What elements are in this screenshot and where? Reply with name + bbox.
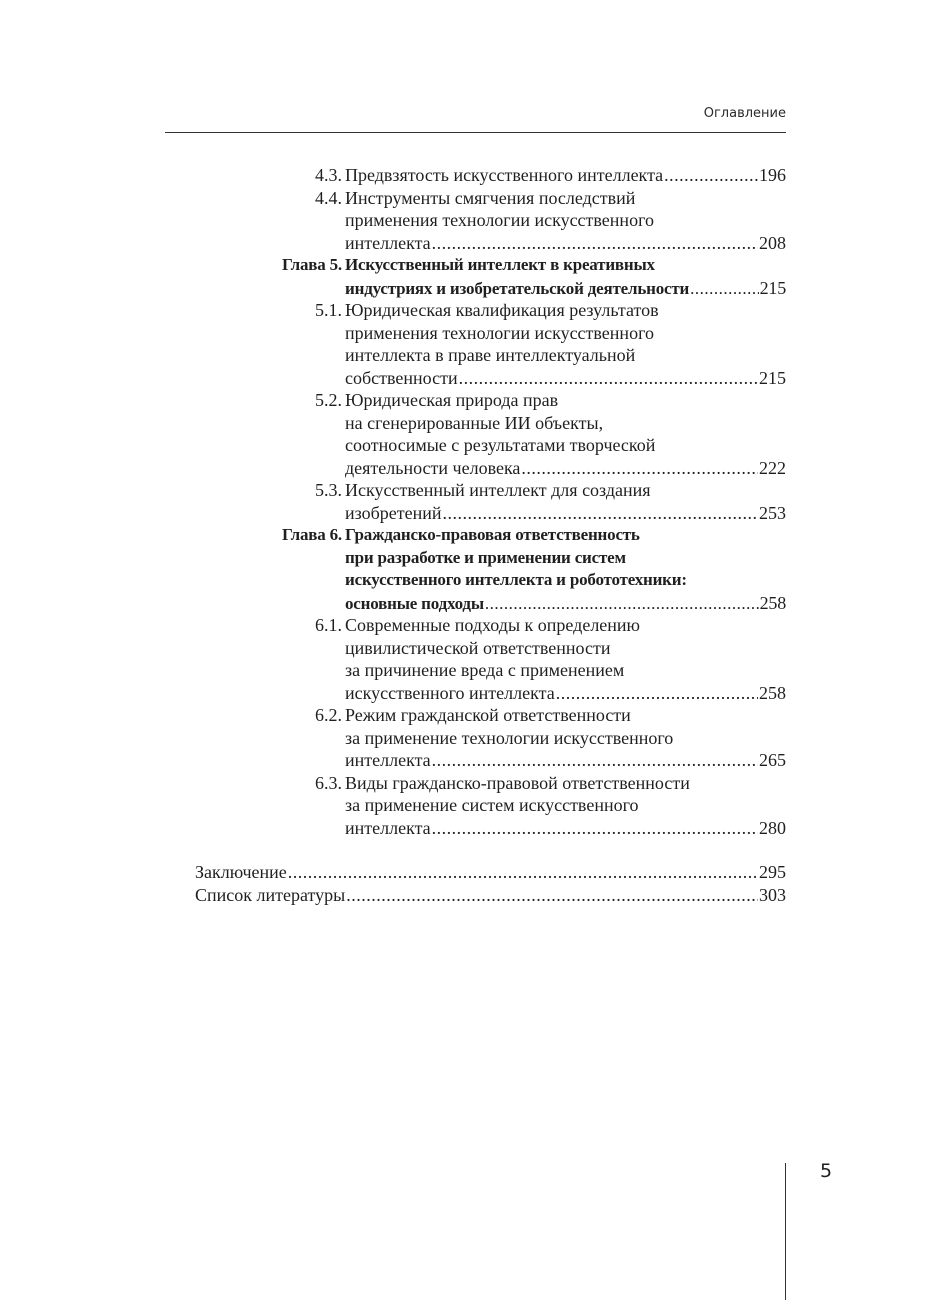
toc-page-number: 253 (759, 502, 786, 523)
toc-entry-title-line: деятельности человека (345, 457, 521, 478)
toc-entry (0, 861, 934, 884)
toc-entry-body (345, 772, 786, 840)
toc-entry-title-line: искусственного интеллекта и робототехники: (345, 570, 687, 589)
toc-entry-last-line (345, 749, 786, 772)
toc-leader-dots (346, 884, 758, 907)
toc-entry-title-line: за причинение вреда с применением (345, 660, 625, 680)
toc-entry (0, 479, 934, 524)
toc-leader-dots (459, 367, 758, 390)
toc-entry (0, 254, 934, 299)
toc-page-number: 215 (759, 367, 786, 388)
toc-entry-number: Глава 6. (281, 525, 342, 544)
toc-entry (0, 164, 934, 187)
toc-entry-title-line: Заключение (195, 862, 287, 882)
toc-entry-title-line: изобретений (345, 502, 442, 523)
toc-entry-title-line: Гражданско-правовая ответственность (345, 525, 640, 544)
toc-leader-dots (664, 164, 758, 187)
toc-entry-number: 4.4. (315, 187, 342, 208)
toc-entry-title-line: Искусственный интеллект для создания (345, 480, 651, 500)
toc-leader-dots (288, 861, 758, 884)
toc-entry-body (195, 861, 786, 884)
toc-entry-title-line: индустриях и изобретательской деятельности (345, 278, 690, 298)
toc-entry-title-line: Инструменты смягчения последствий (345, 187, 636, 208)
toc-leader-dots (432, 817, 758, 840)
page-number: 5 (820, 1160, 833, 1182)
toc-entry-title-line: Предвзятость искусственного интеллекта (345, 165, 664, 185)
toc-entry-title-line: интеллекта (345, 750, 431, 770)
toc-entry-title-line: собственности (345, 367, 458, 388)
toc-entry-last-line (345, 817, 786, 840)
toc-page-number: 295 (759, 862, 786, 882)
toc-entry-title-line: цивилистической ответственности (345, 637, 611, 658)
toc-entry-body (345, 254, 786, 299)
toc-leader-dots (443, 502, 758, 525)
toc-leader-dots (485, 593, 759, 616)
toc-entry-number: 5.2. (315, 390, 342, 410)
toc-entry-body (345, 389, 786, 479)
table-of-contents (0, 164, 934, 906)
header-rule (165, 132, 786, 133)
toc-entry-title-line: интеллекта (345, 232, 431, 253)
toc-entry-last-line (195, 884, 786, 907)
toc-entry-number: 6.1. (315, 615, 342, 635)
toc-entry-last-line (345, 457, 786, 480)
toc-entry-body (195, 884, 786, 907)
toc-page-number: 208 (759, 232, 786, 253)
toc-entry-title-line: при разработке и применении систем (345, 547, 626, 567)
toc-entry (0, 187, 934, 255)
toc-entry-number: 4.3. (315, 165, 342, 185)
toc-page-number: 258 (759, 592, 786, 613)
toc-leader-dots (690, 278, 759, 301)
toc-entry-title-line: Юридическая природа прав (345, 390, 559, 410)
toc-chapter-entries (0, 164, 934, 839)
toc-entry-body (345, 187, 786, 255)
toc-entry-title-line: Режим гражданской ответственности (345, 705, 631, 725)
toc-entry-title-line: Виды гражданско-правовой ответственности (345, 772, 690, 793)
toc-entry-body (345, 704, 786, 772)
toc-entry-title-line: соотносимые с результатами творческой (345, 435, 656, 455)
toc-entry-last-line (345, 592, 786, 615)
toc-entry (0, 524, 934, 614)
toc-entry-title-line: Современные подходы к определению (345, 615, 641, 635)
folio-rule (785, 1163, 786, 1300)
toc-entry (0, 704, 934, 772)
toc-entry-last-line (345, 367, 786, 390)
toc-entry-last-line (195, 861, 786, 884)
toc-entry-body (345, 299, 786, 389)
toc-entry-body (345, 524, 786, 614)
toc-entry (0, 389, 934, 479)
toc-entry-title-line: Искусственный интеллект в креативных (345, 255, 655, 274)
toc-leader-dots (556, 682, 758, 705)
toc-entry-last-line (345, 682, 786, 705)
toc-entry-title-line: Юридическая квалификация результатов (345, 300, 659, 320)
toc-entry-number: 6.3. (315, 772, 342, 793)
toc-gap (0, 839, 934, 861)
toc-entry-last-line (345, 277, 786, 300)
toc-entry (0, 299, 934, 389)
toc-entry-last-line (345, 164, 786, 187)
toc-entry-title-line: интеллекта в праве интеллектуальной (345, 345, 636, 365)
toc-page-number: 303 (759, 884, 786, 905)
toc-entry-body (345, 479, 786, 524)
toc-entry-title-line: на сгенерированные ИИ объекты, (345, 412, 604, 433)
toc-entry-title-line: за применение технологии искусственного (345, 727, 674, 748)
toc-entry-number: 5.1. (315, 300, 342, 320)
toc-page-number: 215 (759, 277, 786, 298)
toc-page-number: 222 (759, 457, 786, 478)
toc-entry (0, 772, 934, 840)
toc-entry (0, 614, 934, 704)
toc-leader-dots (432, 232, 758, 255)
toc-page-number: 265 (759, 750, 786, 770)
toc-entry-title-line: искусственного интеллекта (345, 682, 555, 703)
toc-entry-body (345, 614, 786, 704)
toc-entry-title-line: интеллекта (345, 817, 431, 838)
toc-entry-body (345, 164, 786, 187)
toc-entry-title-line: основные подходы (345, 593, 484, 613)
toc-page-number: 196 (759, 165, 786, 185)
toc-entry-number: Глава 5. (281, 255, 342, 274)
toc-leader-dots (521, 457, 758, 480)
toc-entry-number: 5.3. (315, 480, 342, 500)
toc-entry-title-line: Список литературы (195, 884, 346, 905)
toc-entry-last-line (345, 232, 786, 255)
toc-entry-title-line: за применение систем искусственного (345, 795, 639, 815)
toc-entry-title-line: применения технологии искусственного (345, 322, 654, 343)
toc-page-number: 258 (759, 682, 786, 703)
toc-closing-entries (0, 861, 934, 906)
toc-leader-dots (432, 749, 758, 772)
toc-entry-last-line (345, 502, 786, 525)
toc-entry-number: 6.2. (315, 705, 342, 725)
toc-entry (0, 884, 934, 907)
toc-page-number: 280 (759, 817, 786, 838)
running-title: Оглавление (703, 106, 786, 121)
toc-entry-title-line: применения технологии искусственного (345, 210, 654, 230)
